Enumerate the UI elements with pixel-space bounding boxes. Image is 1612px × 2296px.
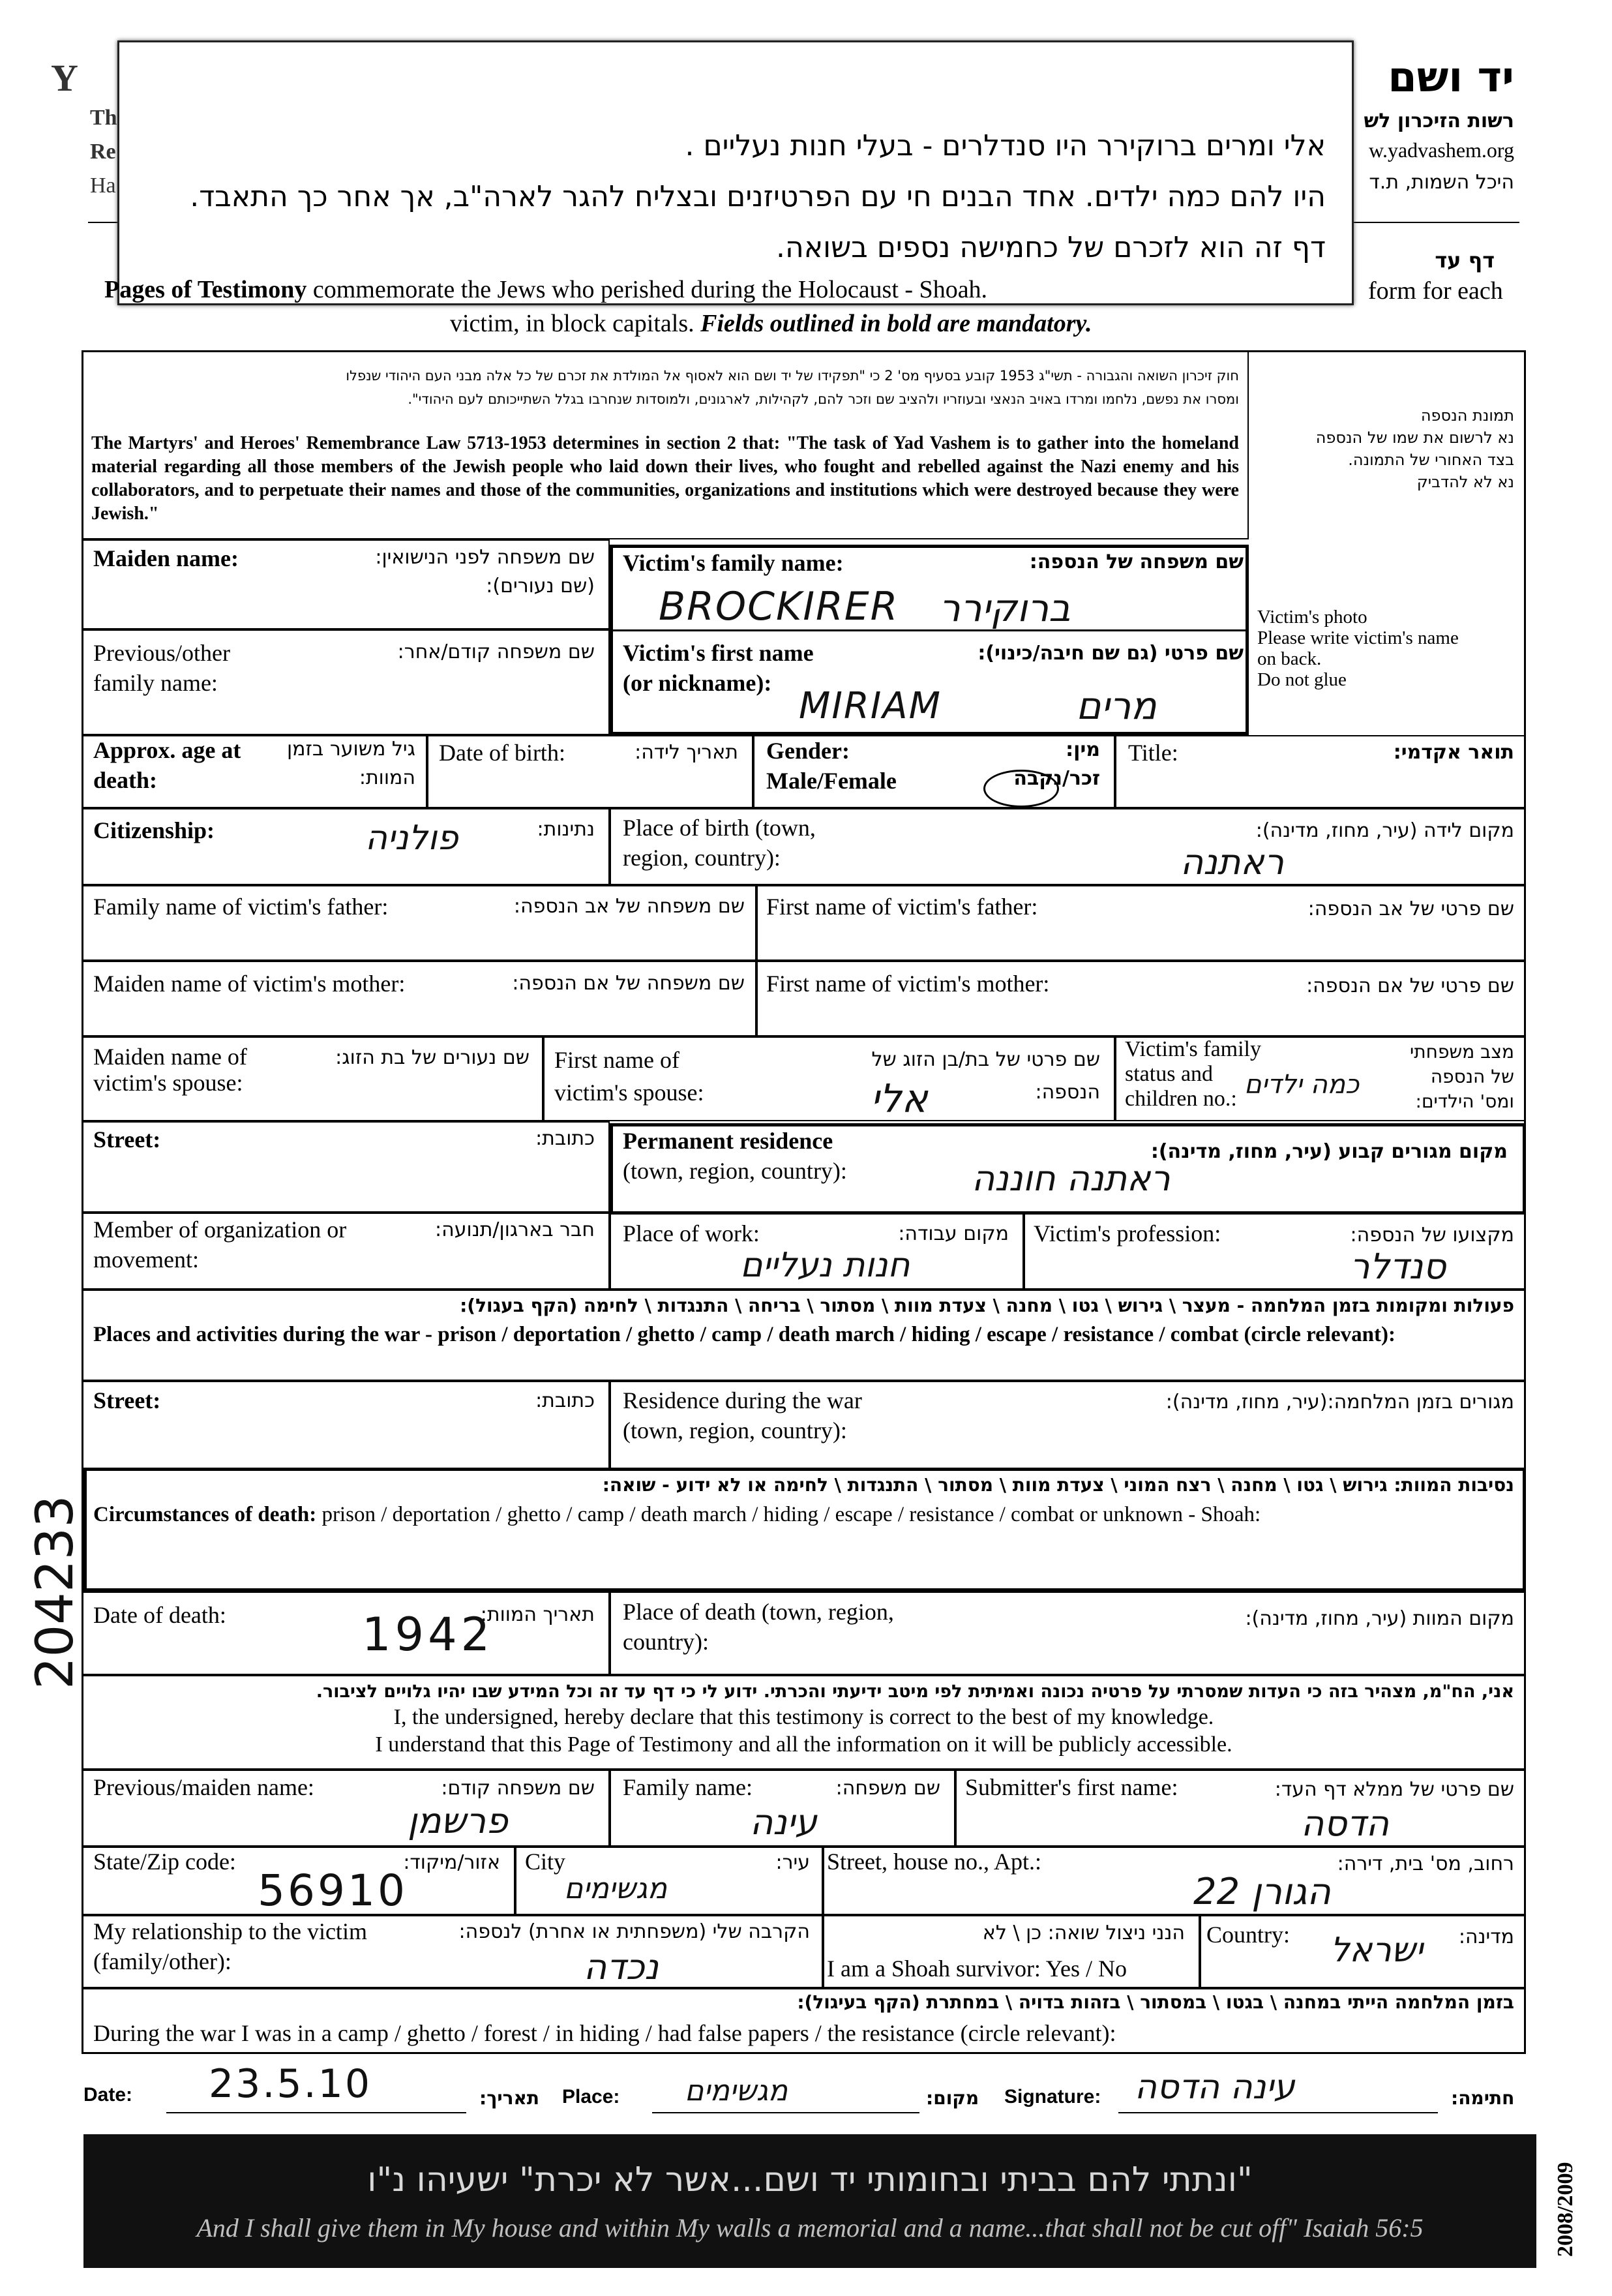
submitter-prev-label: Previous/maiden name:: [93, 1774, 314, 1800]
relationship-value[interactable]: נכדה: [584, 1946, 659, 1987]
perm-res-value[interactable]: ראתנה חוננה: [972, 1158, 1171, 1199]
survivor-label-he: הנני ניצול שואה: כן \ לא: [982, 1922, 1185, 1944]
pob-label-he: מקום לידה (עיר, מחוז, מדינה):: [1255, 819, 1514, 842]
signature-label-he: חתימה:: [1451, 2087, 1515, 2109]
intro-text: [104, 273, 1526, 307]
footer-banner: [83, 2134, 1536, 2268]
father-first-label-he: שם פרטי של אב הנספה:: [1307, 898, 1514, 920]
country-value[interactable]: ישראל: [1330, 1931, 1424, 1970]
pob-value[interactable]: ראתנה: [1180, 841, 1284, 883]
war-street-cell[interactable]: [82, 1381, 610, 1471]
war-res-label: Residence during the war (town, region, country):: [623, 1387, 862, 1443]
perm-res-label-he: מקום מגורים קבוע (עיר, מחוז, מדינה):: [1150, 1140, 1508, 1163]
circumstances-he: נסיבות המוות: גירוש \ גטו \ מחנה \ רצח המוני \ צעדת מוות \ מסתור \ התנגדות \ לחימה או לא ידוע - שואה:: [602, 1474, 1514, 1496]
profession-label-he: מקצועו של הנספה:: [1350, 1224, 1514, 1246]
mother-first-label: First name of victim's mother:: [766, 971, 1050, 997]
submitter-first-value[interactable]: הדסה: [1301, 1803, 1390, 1844]
work-label-he: מקום עבודה:: [898, 1222, 1009, 1245]
maiden-name-label-he: שם משפחה לפני הנישואין: (שם נעורים):: [375, 546, 595, 597]
title-partial: דף עד: [1435, 248, 1495, 273]
profession-value[interactable]: סנדלר: [1350, 1246, 1446, 1287]
profession-label: Victim's profession:: [1034, 1220, 1221, 1246]
submitter-prev-label-he: שם משפחה קודם:: [441, 1777, 595, 1800]
signature-value[interactable]: עינה הדסה: [1135, 2068, 1295, 2107]
first-name-value[interactable]: MIRIAM: [799, 685, 942, 727]
pob-label: Place of birth (town, region, country):: [623, 815, 816, 871]
citizenship-label: Citizenship:: [93, 817, 215, 843]
maiden-name-label: Maiden name:: [93, 545, 239, 571]
family-status-value[interactable]: כמה ילדים: [1244, 1070, 1360, 1100]
law-hebrew: חוק זיכרון השואה והגבורה - תשי"ג 1953 קובע בסעיף מס' 2 כי "תפקידו של יד ושם הוא לאסוף אל המולדת את זכרם של כל אלה מבני העם היהודי שנפלו ומסרו את נפשם, נלחמו ומרדו באויב הנאצי ובעוזריו ולהציב שם וזכר להם, לקהילות, לארגונים, ולמוסדות שנחרבו בגלל השתייכותם לעם היהודי".: [346, 368, 1239, 407]
mother-maiden-label-he: שם משפחה של אם הנספה:: [512, 972, 745, 995]
father-family-label-he: שם משפחה של אב הנספה:: [513, 895, 745, 918]
footer-quote-en: And I shall give them in My house and within My walls a memorial and a name...that shall not be cut off" Isaiah 56:5: [196, 2213, 1424, 2243]
gender-circle: [983, 770, 1059, 808]
street-cell[interactable]: [82, 1121, 610, 1213]
submitter-prev-value[interactable]: פרשמן: [408, 1800, 508, 1841]
submitter-war-en: During the war I was in a camp / ghetto / forest / in hiding / had false papers / the resistance (circle relevant):: [93, 2020, 1116, 2046]
war-res-label-he: מגורים בזמן המלחמה:(עיר, מחוז, מדינה):: [1165, 1391, 1514, 1413]
spouse-maiden-label: Maiden name of victim's spouse:: [93, 1044, 247, 1096]
intro-bold: Pages of Testimony: [104, 276, 307, 303]
first-name-value-he[interactable]: מרים: [1076, 684, 1157, 728]
city-value[interactable]: מגשימים: [564, 1872, 667, 1905]
submitter-family-value[interactable]: עינה: [750, 1802, 817, 1843]
relationship-label: My relationship to the victim (family/other):: [93, 1918, 367, 1974]
family-name-value-he[interactable]: ברוקירר: [939, 586, 1071, 630]
note-text: אלי ומרים ברוקירר היו סנדלרים - בעלי חנות נעליים . היו להם כמה ילדים. אחד הבנים חי עם הפרטיזנים ובצליח להגר לארה"ב, אך אחר כך התאבד. דף זה הוא לזכרם של כחמישה נספים בשואה.: [190, 129, 1326, 264]
work-label: Place of work:: [623, 1220, 760, 1246]
submitter-family-label-he: שם משפחה:: [835, 1777, 940, 1800]
submitter-first-label: Submitter's first name:: [965, 1774, 1178, 1800]
dod-label-he: תאריך המוות:: [480, 1603, 595, 1626]
war-street-label-he: כתובת:: [535, 1389, 595, 1412]
first-name-label-he: שם פרטי (גם שם חיבה/כינוי):: [978, 642, 1244, 665]
title-label: Title:: [1128, 740, 1178, 766]
family-name-label: Victim's family name:: [623, 550, 844, 576]
spouse-first-label: First name of victim's spouse:: [554, 1047, 704, 1106]
country-label: Country:: [1206, 1922, 1291, 1948]
date-value[interactable]: 23.5.10: [209, 2061, 372, 2107]
circumstances-en: Circumstances of death: prison / deportation / ghetto / camp / death march / hiding / escape / resistance / combat or unknown - Shoah:: [93, 1503, 1261, 1526]
citizenship-value[interactable]: פולניה: [365, 819, 458, 858]
family-status-label: Victim's family status and children no.:: [1125, 1037, 1261, 1111]
street-label-he: כתובת:: [535, 1127, 595, 1150]
law-english: The Martyrs' and Heroes' Remembrance Law 5713-1953 determines in section 2 that: "The task of Yad Vashem is to gather into the homeland material regarding all those members of the Jewish people who laid down their lives, who fought and rebelled against the Nazi enemy and his collaborators, and to perpetuate their names and those of the communities, organizations and institutions which were destroyed because they were Jewish.": [91, 433, 1239, 524]
previous-family-label-he: שם משפחה קודם/אחר:: [397, 641, 595, 663]
age-label-he: גיל משוער בזמן המוות:: [287, 738, 415, 789]
perm-res-label: Permanent residence (town, region, country):: [623, 1128, 847, 1184]
header-left-partial-lines: Th Re Ha: [90, 106, 117, 198]
header-left-partial: Y: [51, 57, 78, 99]
country-label-he: מדינה:: [1458, 1926, 1514, 1948]
member-label: Member of organization or movement:: [93, 1216, 347, 1273]
signature-label: Signature:: [1004, 2086, 1101, 2107]
address-label-he: רחוב, מס' בית, דירה:: [1337, 1852, 1514, 1875]
photo-instructions-he: תמונת הנספה נא לרשום את שמו של הנספה בצד האחורי של התמונה. נא לא להדביק: [1315, 406, 1514, 491]
intro-rest: commemorate the Jews who perished during the Holocaust - Shoah.: [312, 276, 988, 303]
war-street-label: Street:: [93, 1387, 161, 1413]
citizenship-label-he: נתינות:: [537, 818, 595, 841]
authority-name: רשות הזיכרון לש: [1364, 110, 1514, 132]
submitter-family-label: Family name:: [623, 1774, 753, 1800]
title-label-he: תואר אקדמי:: [1393, 741, 1514, 764]
survivor-label: I am a Shoah survivor: Yes / No: [827, 1956, 1127, 1982]
age-label: Approx. age at death:: [93, 737, 241, 793]
submitter-war-he: בזמן המלחמה הייתי במחנה \ בגטו \ במסתור \ בזהות בדויה \ במחתרת (הקף בעיגול):: [797, 1991, 1514, 2013]
submitter-first-label-he: שם פרטי של ממלא דף העד:: [1274, 1778, 1514, 1801]
address-label: Street, house no., Apt.:: [827, 1849, 1041, 1875]
family-status-label-he: מצב משפחתי של הנספה ומס' הילדים:: [1409, 1041, 1514, 1112]
dob-label: Date of birth:: [439, 740, 565, 766]
street-label: Street:: [93, 1126, 161, 1153]
spouse-first-label-he: שם פרטי של בת/בן הזוג של הנספה:: [871, 1048, 1100, 1104]
relationship-label-he: הקרבה שלי (משפחתית או אחרת) לנספה:: [458, 1920, 810, 1943]
dob-label-he: תאריך לידה:: [634, 741, 738, 764]
hall-of-names: היכל השמות, ת.ד: [1369, 171, 1514, 194]
zip-value[interactable]: 56910: [258, 1865, 408, 1916]
date-label: Date:: [83, 2084, 133, 2106]
declaration-he: אני, הח"מ, מצהיר בזה כי העדות שמסרתי על פרטיה נכונה ואמיתית לפי מיטב ידיעתי והכרתי. ידוע לי כי דף עד זה וכל המידע שבו יהיו גלויים לציבור.: [316, 1682, 1514, 1702]
date-label-he: תאריך:: [479, 2087, 539, 2109]
city-label-he: עיר:: [775, 1851, 810, 1874]
place-value[interactable]: מגשימים: [685, 2074, 788, 2107]
first-name-label: Victim's first name (or nickname):: [623, 640, 814, 696]
pod-label-he: מקום המוות (עיר, מחוז, מדינה):: [1245, 1607, 1514, 1630]
pod-label: Place of death (town, region, country):: [623, 1599, 894, 1655]
war-activities-en: Places and activities during the war - prison / deportation / ghetto / camp / death march / hiding / escape / resistance / combat (circle relevant):: [93, 1323, 1396, 1346]
spouse-maiden-label-he: שם נעורים של בת הזוג:: [335, 1046, 530, 1069]
city-label: City: [525, 1849, 566, 1875]
father-family-label: Family name of victim's father:: [93, 894, 389, 920]
family-name-value[interactable]: BROCKIRER: [659, 584, 899, 629]
address-value[interactable]: הגורן 22: [1193, 1871, 1331, 1913]
declaration-en: I, the undersigned, hereby declare that this testimony is correct to the best of my knowledge. I understand that this Page of Testimony and all the information on it will be publicly accessible.: [375, 1705, 1232, 1757]
dod-value[interactable]: 1942: [362, 1608, 494, 1661]
zip-label: State/Zip code:: [93, 1849, 236, 1875]
previous-family-label: Previous/other family name:: [93, 640, 230, 696]
place-label-he: מקום:: [926, 2087, 979, 2109]
family-name-label-he: שם משפחה של הנספה:: [1029, 551, 1244, 573]
zip-label-he: אזור/מיקוד:: [403, 1851, 500, 1874]
website: w.yadvashem.org: [1368, 138, 1514, 162]
war-activities-he: פעולות ומקומות בזמן המלחמה - מעצר \ גירוש \ גטו \ מחנה \ צעדת מוות \ מסתור \ בריחה \ התנגדות \ לחימה (הקף בעגול):: [460, 1295, 1514, 1316]
intro-end: form for each: [1363, 277, 1503, 305]
intro-line2: victim, in block capitals. Fields outlined in bold are mandatory.: [450, 310, 1092, 337]
work-value[interactable]: חנות נעליים: [740, 1246, 910, 1285]
spouse-first-value[interactable]: אלי: [871, 1076, 928, 1122]
form-code: 2008/2009: [1553, 2162, 1577, 2257]
mother-maiden-label: Maiden name of victim's mother:: [93, 971, 406, 997]
footer-quote-he: "ונתתי להם בביתי ובחומותי יד ושם...אשר לא יכרת" ישעיהו נ"ו: [367, 2160, 1253, 2199]
place-label: Place:: [562, 2086, 620, 2107]
father-first-label: First name of victim's father:: [766, 894, 1038, 920]
margin-number: 204233: [26, 1495, 85, 1689]
yad-vashem-logo: יד ושם: [1388, 53, 1514, 102]
gender-label-he: מין: זכר/נקבה: [1013, 738, 1100, 790]
gender-label: Gender: Male/Female: [766, 738, 897, 794]
dod-label: Date of death:: [93, 1602, 226, 1628]
photo-instructions-en: Victim's photo Please write victim's name on back. Do not glue: [1257, 607, 1459, 690]
mother-first-label-he: שם פרטי של אם הנספה:: [1306, 974, 1514, 997]
pasted-note: [117, 40, 1354, 305]
member-label-he: חבר בארגון/תנועה:: [435, 1218, 595, 1241]
